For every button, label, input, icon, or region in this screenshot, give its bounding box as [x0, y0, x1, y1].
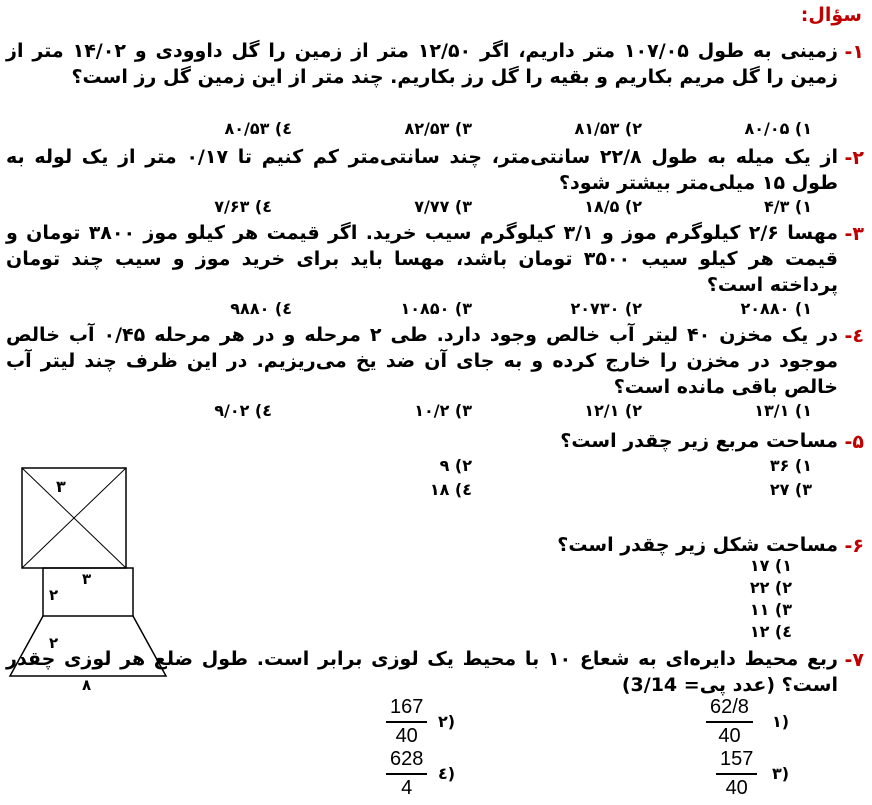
options-row-3	[100, 298, 812, 320]
option-4-fraction[interactable]	[386, 748, 427, 800]
option-4-label: ٤)	[438, 764, 456, 783]
numerator: 157	[716, 748, 757, 775]
option-3[interactable]: ۳) ۸۲/۵۳	[404, 119, 472, 138]
question-number: ٤-	[844, 325, 864, 347]
option-2-label: ۲)	[438, 712, 456, 731]
option-2[interactable]: ۲) ۹	[439, 456, 472, 475]
options-row-2	[100, 196, 812, 218]
option-4[interactable]: ٤) ۹/۰۲	[214, 401, 272, 420]
option-1[interactable]: ۱) ۴/۳	[763, 197, 812, 216]
denominator: 40	[725, 777, 748, 799]
option-4[interactable]: ٤) ۷/۶۳	[214, 197, 272, 216]
question-text: مهسا ۲/۶ کیلوگرم موز و ۳/۱ کیلوگرم سیب خرید. اگر قیمت هر کیلو موز ۳۸۰۰ تومان و قیمت هر کیلو سیب ۳۵۰۰ تومان باشد، مهسا باید برای خرید موز و سیب چند تومان پرداخته است؟	[6, 222, 839, 296]
option-4[interactable]: ٤) ۱۲	[749, 622, 792, 641]
option-1[interactable]: ۱) ۱۷	[749, 556, 792, 575]
question-text: مساحت شکل زیر چقدر است؟	[557, 534, 838, 556]
option-3[interactable]: ۳) ۱۰۸۵۰	[400, 299, 472, 318]
question-number: ۲-	[844, 147, 864, 169]
numerator: 628	[386, 748, 427, 775]
question-number: ۷-	[844, 649, 864, 671]
question-text: در یک مخزن ۴۰ لیتر آب خالص وجود دارد. طی ۲ مرحله و در هر مرحله ۰/۴۵ آب خالص موجود در مخزن را خارج کرده و به جای آن ضد یخ می‌ریزیم. در این ظرف چند لیتر آب خالص باقی مانده است؟	[6, 324, 839, 398]
option-2[interactable]: ۲) ۲۲	[749, 578, 792, 597]
option-3[interactable]: ۳) ۷/۷۷	[414, 197, 472, 216]
option-3[interactable]: ۳) ۲۷	[769, 480, 812, 499]
option-4[interactable]: ٤) ۱۸	[429, 480, 472, 499]
option-4[interactable]: ٤) ۸۰/۵۳	[224, 119, 292, 138]
rectangle-side-label: ۲	[49, 586, 59, 604]
question-number: ۳-	[844, 223, 864, 245]
options-row-1	[100, 118, 812, 140]
option-1[interactable]: ۱) ۸۰/۰۵	[744, 119, 812, 138]
rectangle-top-label: ۳	[82, 570, 92, 588]
option-2[interactable]: ۲) ۱۸/۵	[584, 197, 642, 216]
option-1-label: ۱)	[772, 712, 790, 731]
option-3[interactable]: ۳) ۱۱	[749, 600, 792, 619]
option-3-label: ۳)	[772, 764, 790, 783]
option-3-fraction[interactable]	[716, 748, 757, 800]
option-1[interactable]: ۱) ۲۰۸۸۰	[740, 299, 812, 318]
option-1-fraction[interactable]	[706, 696, 753, 748]
question-text: زمینی به طول ۱۰۷/۰۵ متر داریم، اگر ۱۲/۵۰ متر از زمین را گل داوودی و ۱۴/۰۲ متر از زمین را گل مریم بکاریم و بقیه را گل رز بکاریم. چند متر از این زمین گل رز است؟	[6, 40, 838, 88]
denominator: 4	[401, 777, 413, 799]
option-4[interactable]: ٤) ۹۸۸۰	[230, 299, 292, 318]
question-text: ربع محیط دایره‌ای به شعاع ۱۰ با محیط یک لوزی برابر است. طول ضلع هر لوزی چقدر است؟ (عدد پی= 3/14)	[6, 648, 838, 696]
trapezoid-base-label: ۸	[82, 676, 92, 690]
question-number: ۶-	[844, 535, 864, 557]
denominator: 40	[395, 725, 418, 747]
options-row-4	[100, 400, 812, 422]
trapezoid-height-label: ۲	[49, 634, 59, 652]
option-2-fraction[interactable]	[386, 696, 427, 748]
question-number: ۵-	[844, 431, 864, 453]
option-2[interactable]: ۲) ۱۲/۱	[584, 401, 642, 420]
denominator: 40	[718, 725, 741, 747]
option-2[interactable]: ۲) ۲۰۷۳۰	[570, 299, 642, 318]
option-1[interactable]: ۱) ۱۳/۱	[754, 401, 812, 420]
option-2[interactable]: ۲) ۸۱/۵۳	[574, 119, 642, 138]
option-1[interactable]: ۱) ۳۶	[769, 456, 812, 475]
square-side-label: ۳	[56, 477, 66, 496]
question-text: مساحت مربع زیر چقدر است؟	[560, 430, 838, 452]
option-3[interactable]: ۳) ۱۰/۲	[414, 401, 472, 420]
question-number: ۱-	[844, 41, 864, 63]
question-text: از یک میله به طول ۲۲/۸ سانتی‌متر، چند سانتی‌متر کم کنیم تا ۰/۱۷ متر از یک لوله به طول ۱۵ میلی‌متر بیشتر شود؟	[6, 146, 838, 194]
section-header: سؤال:	[800, 4, 862, 26]
numerator: 62/8	[706, 696, 753, 723]
numerator: 167	[386, 696, 427, 723]
